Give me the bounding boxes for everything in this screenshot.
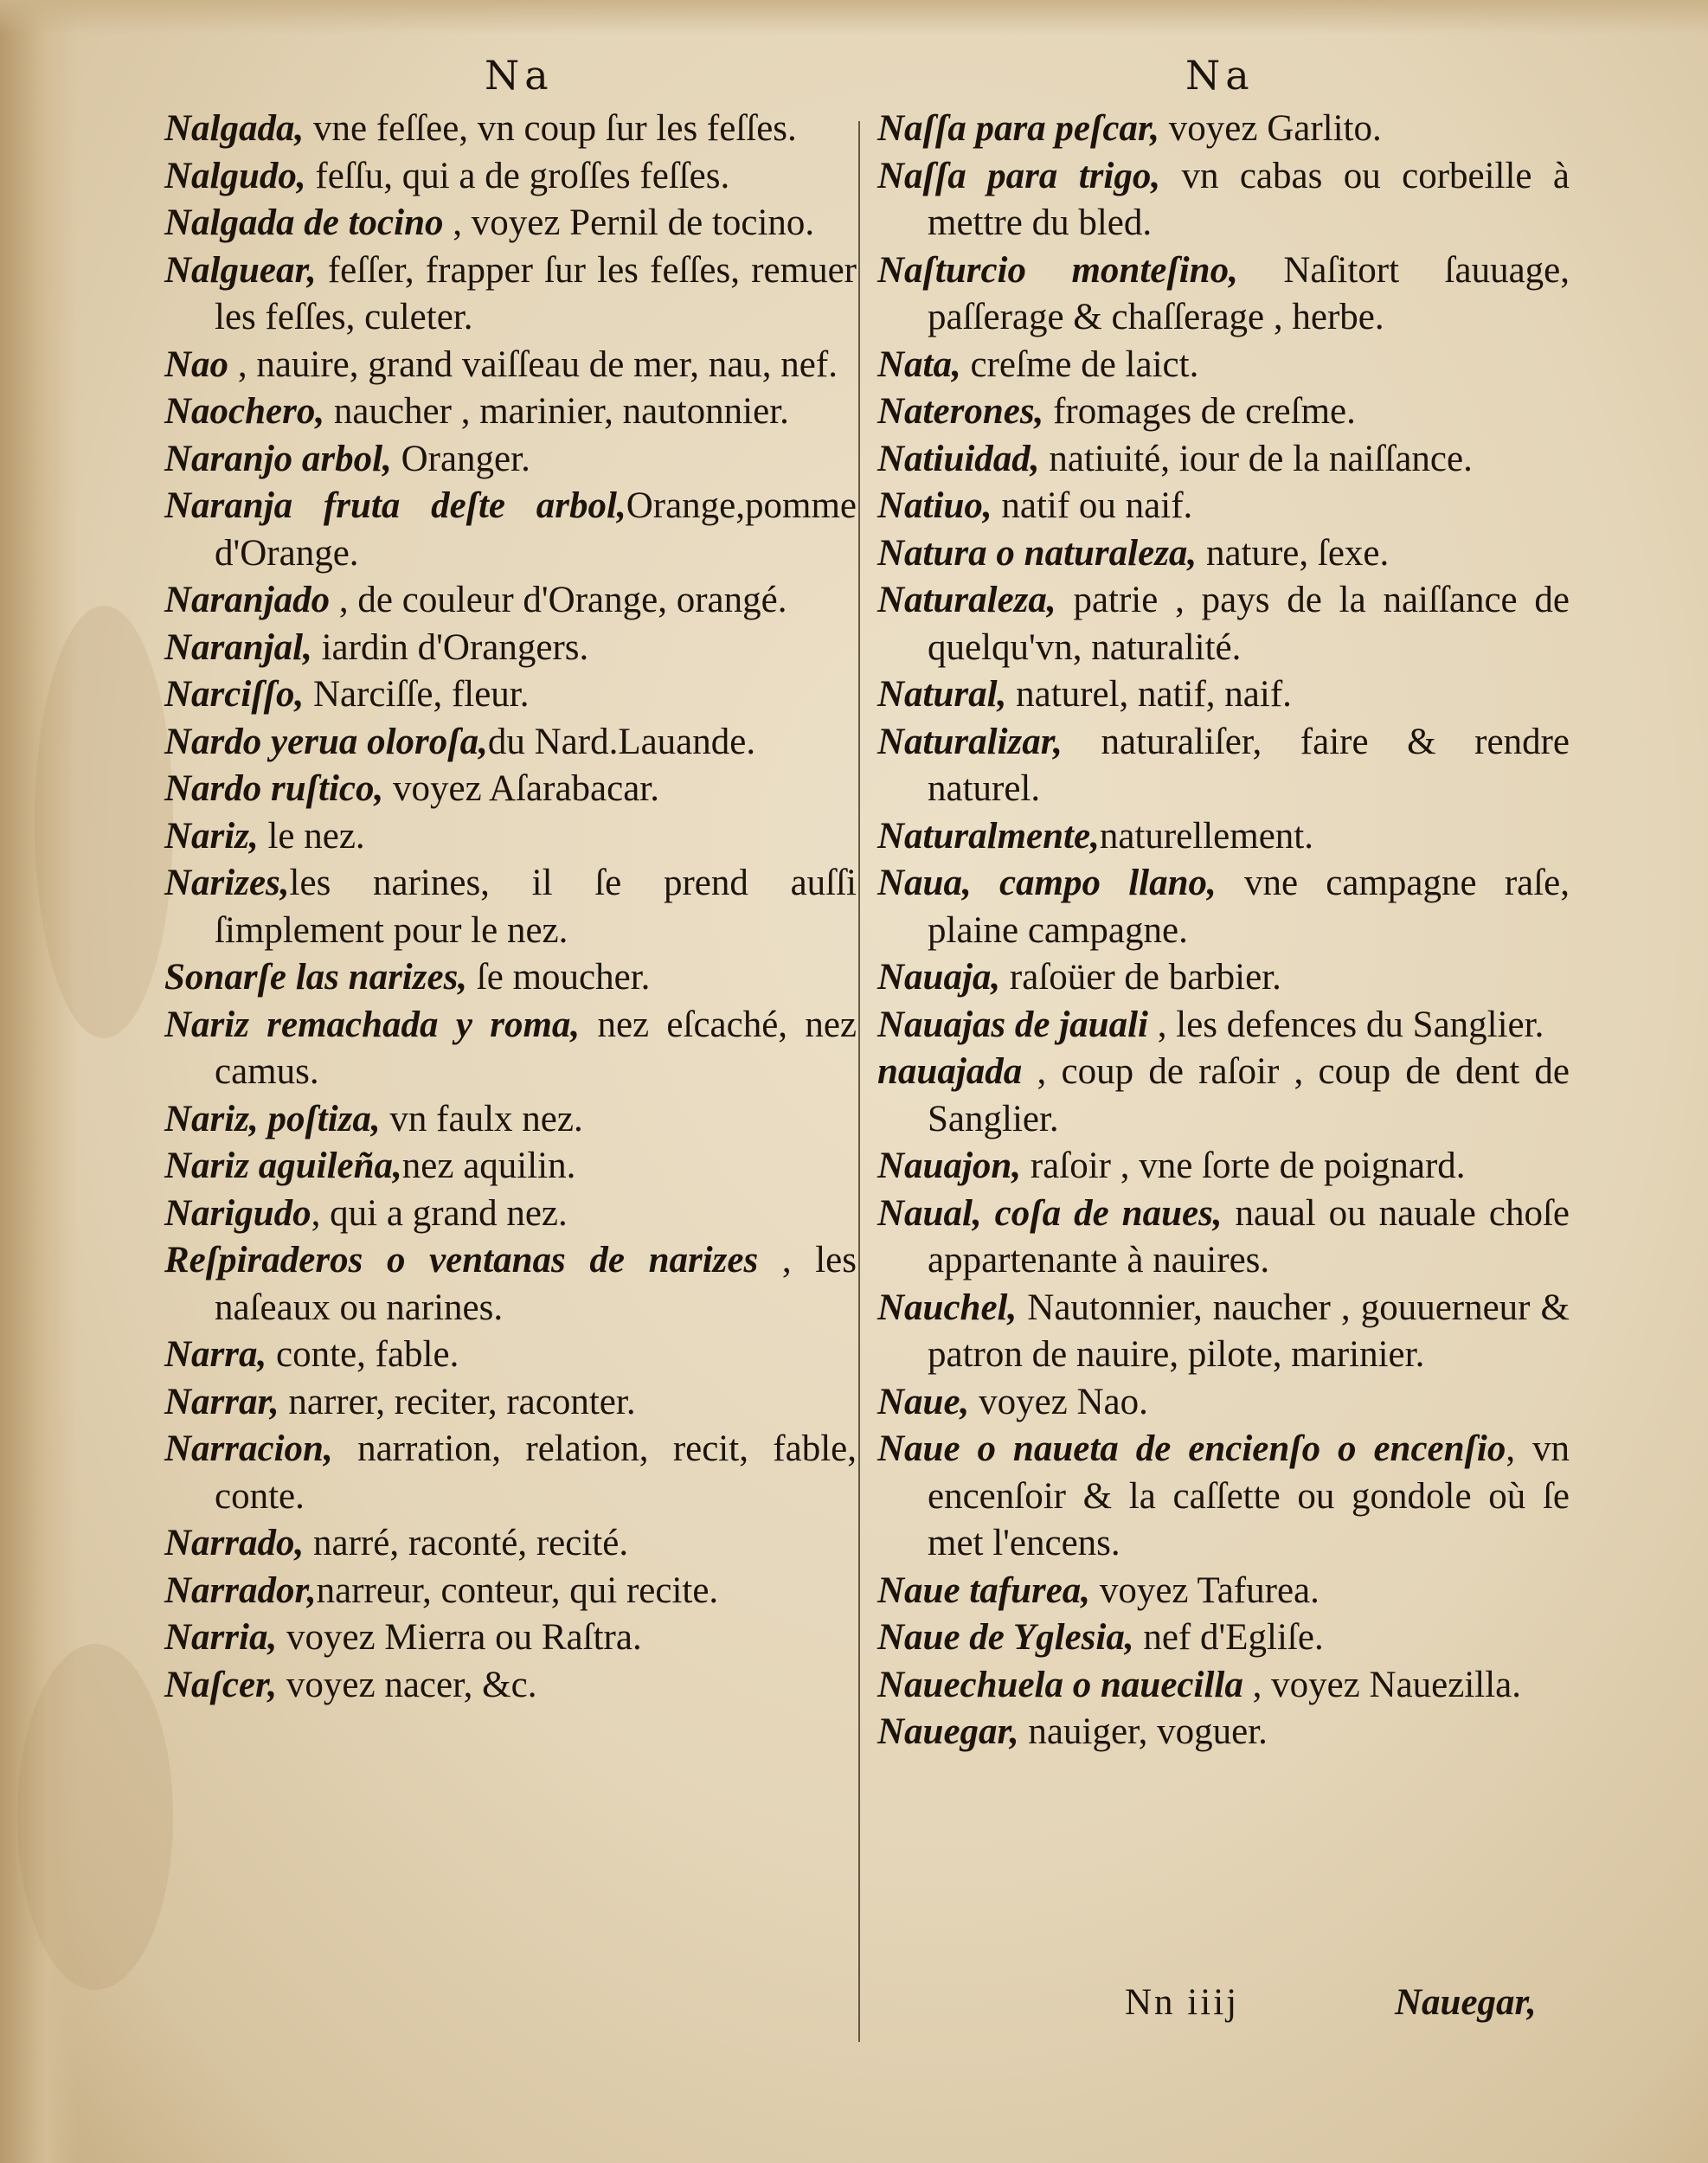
entry-definition: narrer, reciter, raconter. (279, 1381, 636, 1422)
entry-headword: Narigudo (164, 1192, 311, 1234)
entry-headword: Nalgudo, (164, 155, 306, 196)
dictionary-entry (877, 106, 1570, 153)
dictionary-entry (877, 719, 1570, 813)
dictionary-entry (164, 200, 857, 247)
dictionary-entry (164, 1662, 857, 1710)
entry-definition: les narines, il ſe prend auſſi ſimplement pour le nez. (215, 863, 857, 951)
entry-headword: Narizes, (164, 863, 290, 903)
entry-headword: Nariz aguileña, (164, 1146, 402, 1186)
column-rule (858, 121, 860, 2042)
entry-definition: patrie , pays de la naiſſance de quelqu'vn, naturalité. (928, 580, 1570, 668)
dictionary-entry (164, 388, 857, 436)
dictionary-entry (877, 1379, 1570, 1427)
entry-definition: , de couleur d'Orange, orangé. (330, 580, 787, 620)
dictionary-entry (877, 954, 1570, 1002)
running-head-left: Na (485, 52, 554, 99)
entry-headword: Naual, coſa de naues, (877, 1192, 1223, 1234)
dictionary-entry (164, 1002, 857, 1096)
entry-definition: nauiger, voguer. (1018, 1711, 1268, 1752)
dictionary-entry (877, 1049, 1570, 1143)
entry-headword: Nao (164, 343, 229, 385)
entry-definition: , voyez Nauezilla. (1242, 1664, 1521, 1705)
dictionary-entry (164, 106, 857, 153)
entry-headword: Natural, (877, 674, 1007, 715)
entry-definition: naucher , marinier, nautonnier. (324, 391, 789, 432)
entry-definition: vne feſſee, vn coup ſur les feſſes. (304, 108, 797, 149)
dictionary-entry (877, 577, 1570, 671)
signature-mark: Nn iiij (1125, 1982, 1240, 2023)
dictionary-entry (164, 436, 857, 484)
entry-definition: du Nard.Lauande. (487, 721, 756, 762)
dictionary-entry (877, 813, 1570, 861)
running-head-right: Na (1185, 52, 1255, 99)
entry-headword: Naua, campo llano, (877, 863, 1217, 903)
dictionary-entry (164, 577, 857, 625)
dictionary-entry (877, 1191, 1570, 1285)
entry-definition: Nautonnier, naucher , gouuerneur & patron de nauire, pilote, marinier. (928, 1287, 1570, 1375)
entry-definition: , nauire, grand vaiſſeau de mer, nau, nef. (228, 343, 838, 385)
entry-definition: Naſitort ſauuage, paſſerage & chaſſerage , herbe. (928, 249, 1570, 337)
dictionary-entry (877, 1285, 1570, 1379)
page-top-shadow (0, 0, 1708, 35)
dictionary-entry (877, 1614, 1570, 1662)
entry-definition: Orange,pomme d'Orange. (215, 485, 857, 574)
entry-headword: Nalgada, (164, 108, 305, 149)
entry-headword: Narra, (164, 1334, 267, 1375)
entry-definition: naturellement. (1099, 815, 1313, 857)
entry-headword: Reſpiraderos o ventanas de narizes (164, 1240, 759, 1280)
dictionary-entry (164, 671, 857, 719)
entry-definition: , qui a grand nez. (311, 1192, 568, 1234)
paper-stain (35, 606, 173, 1038)
entry-definition: nature, ſexe. (1197, 532, 1390, 574)
entry-headword: Narrar, (164, 1381, 279, 1422)
dictionary-entry (164, 1426, 857, 1520)
dictionary-entry (877, 436, 1570, 484)
dictionary-entry (877, 342, 1570, 389)
dictionary-entry (164, 813, 857, 861)
entry-definition: feſſer, frapper ſur les feſſes, remuer les feſſes, culeter. (215, 249, 857, 337)
dictionary-entry (877, 1709, 1570, 1756)
entry-definition: voyez nacer, &c. (277, 1664, 537, 1705)
entry-definition: voyez Nao. (969, 1381, 1148, 1422)
dictionary-entry (164, 719, 857, 767)
entry-headword: Sonarſe las narizes, (164, 957, 468, 998)
dictionary-entry (877, 483, 1570, 530)
entry-headword: Narrado, (164, 1523, 305, 1563)
entry-headword: Naranjo arbol, (164, 438, 392, 479)
dictionary-entry (164, 153, 857, 201)
dictionary-entry (164, 483, 857, 577)
dictionary-entry (164, 1568, 857, 1615)
entry-headword: Naochero, (164, 391, 325, 432)
entry-definition: naturaliſer, faire & rendre naturel. (928, 721, 1570, 809)
paper-stain (17, 1644, 173, 1990)
entry-headword: Nalgada de tocino (164, 202, 444, 243)
dictionary-entry (164, 766, 857, 813)
entry-definition: narration, relation, recit, fable, conte. (215, 1428, 857, 1517)
entry-headword: Nauaja, (877, 957, 1001, 998)
entry-definition: ſe moucher. (467, 957, 651, 998)
dictionary-entry (877, 860, 1570, 954)
entry-headword: Naturalizar, (877, 721, 1063, 762)
entry-definition: vn cabas ou corbeille à mettre du bled. (928, 155, 1570, 243)
entry-headword: Nauechuela o nauecilla (877, 1664, 1243, 1705)
catchword: Nauegar, (1395, 1982, 1537, 2023)
entry-definition: voyez Tafurea. (1090, 1569, 1320, 1611)
entry-headword: Nariz, poſtiza, (164, 1098, 381, 1139)
entry-headword: Nardo yerua oloroſa, (164, 721, 488, 762)
entry-definition: , voyez Pernil de tocino. (443, 202, 815, 243)
dictionary-entry (877, 1568, 1570, 1615)
entry-headword: Naſcer, (164, 1664, 278, 1705)
entry-definition: vn faulx nez. (380, 1098, 583, 1139)
dictionary-entry (164, 1143, 857, 1191)
entry-definition: raſoir , vne ſorte de poignard. (1021, 1146, 1466, 1186)
entry-headword: Nariz remachada y roma, (164, 1004, 581, 1045)
dictionary-entry (164, 1520, 857, 1568)
dictionary-entry (877, 1662, 1570, 1710)
entry-definition: raſoüer de barbier. (1000, 957, 1281, 998)
dictionary-entry (164, 1096, 857, 1144)
dictionary-entry (164, 342, 857, 389)
entry-definition: vne campagne raſe, plaine campagne. (928, 863, 1570, 951)
entry-headword: Naue o naueta de encienſo o encenſio (877, 1428, 1506, 1469)
dictionary-entry (164, 860, 857, 954)
entry-headword: Naue de Yglesia, (877, 1617, 1134, 1658)
entry-definition: fromages de creſme. (1043, 391, 1356, 432)
entry-headword: Nardo ruſtico, (164, 768, 384, 809)
entry-definition: naual ou nauale choſe appartenante à nauires. (928, 1192, 1570, 1280)
entry-headword: Nata, (877, 343, 961, 385)
entry-definition: nez aquilin. (401, 1146, 576, 1186)
dictionary-entry (877, 530, 1570, 578)
entry-definition: natif ou naif. (992, 485, 1193, 526)
entry-definition: creſme de laict. (960, 343, 1199, 385)
entry-definition: natiuité, iour de la naiſſance. (1039, 438, 1473, 479)
entry-definition: narreur, conteur, qui recite. (316, 1569, 719, 1611)
entry-definition: iardin d'Orangers. (311, 626, 589, 668)
entry-headword: Naturalmente, (877, 815, 1100, 857)
entry-definition: voyez Aſarabacar. (383, 768, 659, 809)
entry-headword: Naterones, (877, 391, 1044, 432)
entry-headword: Naſturcio monteſino, (877, 249, 1238, 291)
dictionary-entry (877, 388, 1570, 436)
entry-definition: , les defences du Sanglier. (1148, 1004, 1544, 1045)
entry-headword: Narracion, (164, 1428, 333, 1469)
entry-definition: nef d'Egliſe. (1133, 1617, 1324, 1658)
dictionary-entry (164, 1379, 857, 1427)
entry-headword: Naranja fruta deſte arbol, (164, 485, 626, 526)
entry-headword: Narria, (164, 1617, 278, 1658)
entry-headword: Nauajas de jauali (877, 1004, 1148, 1045)
dictionary-entry (164, 1614, 857, 1662)
entry-headword: Nauchel, (877, 1287, 1018, 1328)
entry-headword: Naue tafurea, (877, 1569, 1091, 1611)
entry-definition: voyez Garlito. (1159, 108, 1382, 149)
entry-headword: Nalguear, (164, 249, 317, 291)
dictionary-entry (877, 153, 1570, 247)
dictionary-entry (164, 1332, 857, 1379)
entry-headword: Natiuidad, (877, 438, 1040, 479)
entry-definition: feſſu, qui a de groſſes feſſes. (305, 155, 730, 196)
entry-headword: Narrador, (164, 1569, 317, 1611)
entry-headword: Naranjal, (164, 626, 312, 668)
dictionary-entry (877, 1143, 1570, 1191)
entry-headword: Narciſſo, (164, 674, 305, 715)
dictionary-entry (164, 954, 857, 1002)
entry-definition: voyez Mierra ou Raſtra. (277, 1617, 642, 1658)
entry-definition: le nez. (258, 815, 365, 857)
entry-definition: , coup de raſoir , coup de dent de Sanglier. (928, 1051, 1570, 1139)
entry-definition: nez eſcaché, nez camus. (215, 1004, 857, 1092)
dictionary-entry (164, 1237, 857, 1332)
dictionary-entry (877, 671, 1570, 719)
entry-definition: narré, raconté, recité. (304, 1523, 629, 1563)
dictionary-entry (164, 625, 857, 672)
entry-headword: Naue, (877, 1381, 970, 1422)
entry-headword: nauajada (877, 1051, 1023, 1092)
entry-headword: Natiuo, (877, 485, 992, 526)
dictionary-entry (877, 247, 1570, 342)
entry-headword: Natura o naturaleza, (877, 532, 1198, 574)
left-column (164, 106, 857, 1709)
right-column (877, 106, 1570, 1756)
entry-headword: Naturaleza, (877, 580, 1056, 620)
dictionary-entry (164, 247, 857, 342)
entry-definition: Oranger. (391, 438, 530, 479)
entry-definition: , vn encenſoir & la caſſette ou gondole où ſe met l'encens. (928, 1428, 1570, 1563)
entry-definition: Narciſſe, fleur. (304, 674, 530, 715)
dictionary-entry (164, 1191, 857, 1238)
dictionary-entry (877, 1426, 1570, 1568)
entry-headword: Naſſa para trigo, (877, 155, 1161, 196)
entry-headword: Nariz, (164, 815, 259, 857)
entry-headword: Nauajon, (877, 1146, 1022, 1186)
dictionary-entry (877, 1002, 1570, 1049)
entry-headword: Naſſa para peſcar, (877, 108, 1160, 149)
entry-headword: Naranjado (164, 580, 331, 620)
entry-definition: conte, fable. (266, 1334, 459, 1375)
entry-headword: Nauegar, (877, 1711, 1019, 1752)
entry-definition: naturel, natif, naif. (1006, 674, 1292, 715)
entry-definition: , les naſeaux ou narines. (215, 1240, 857, 1328)
